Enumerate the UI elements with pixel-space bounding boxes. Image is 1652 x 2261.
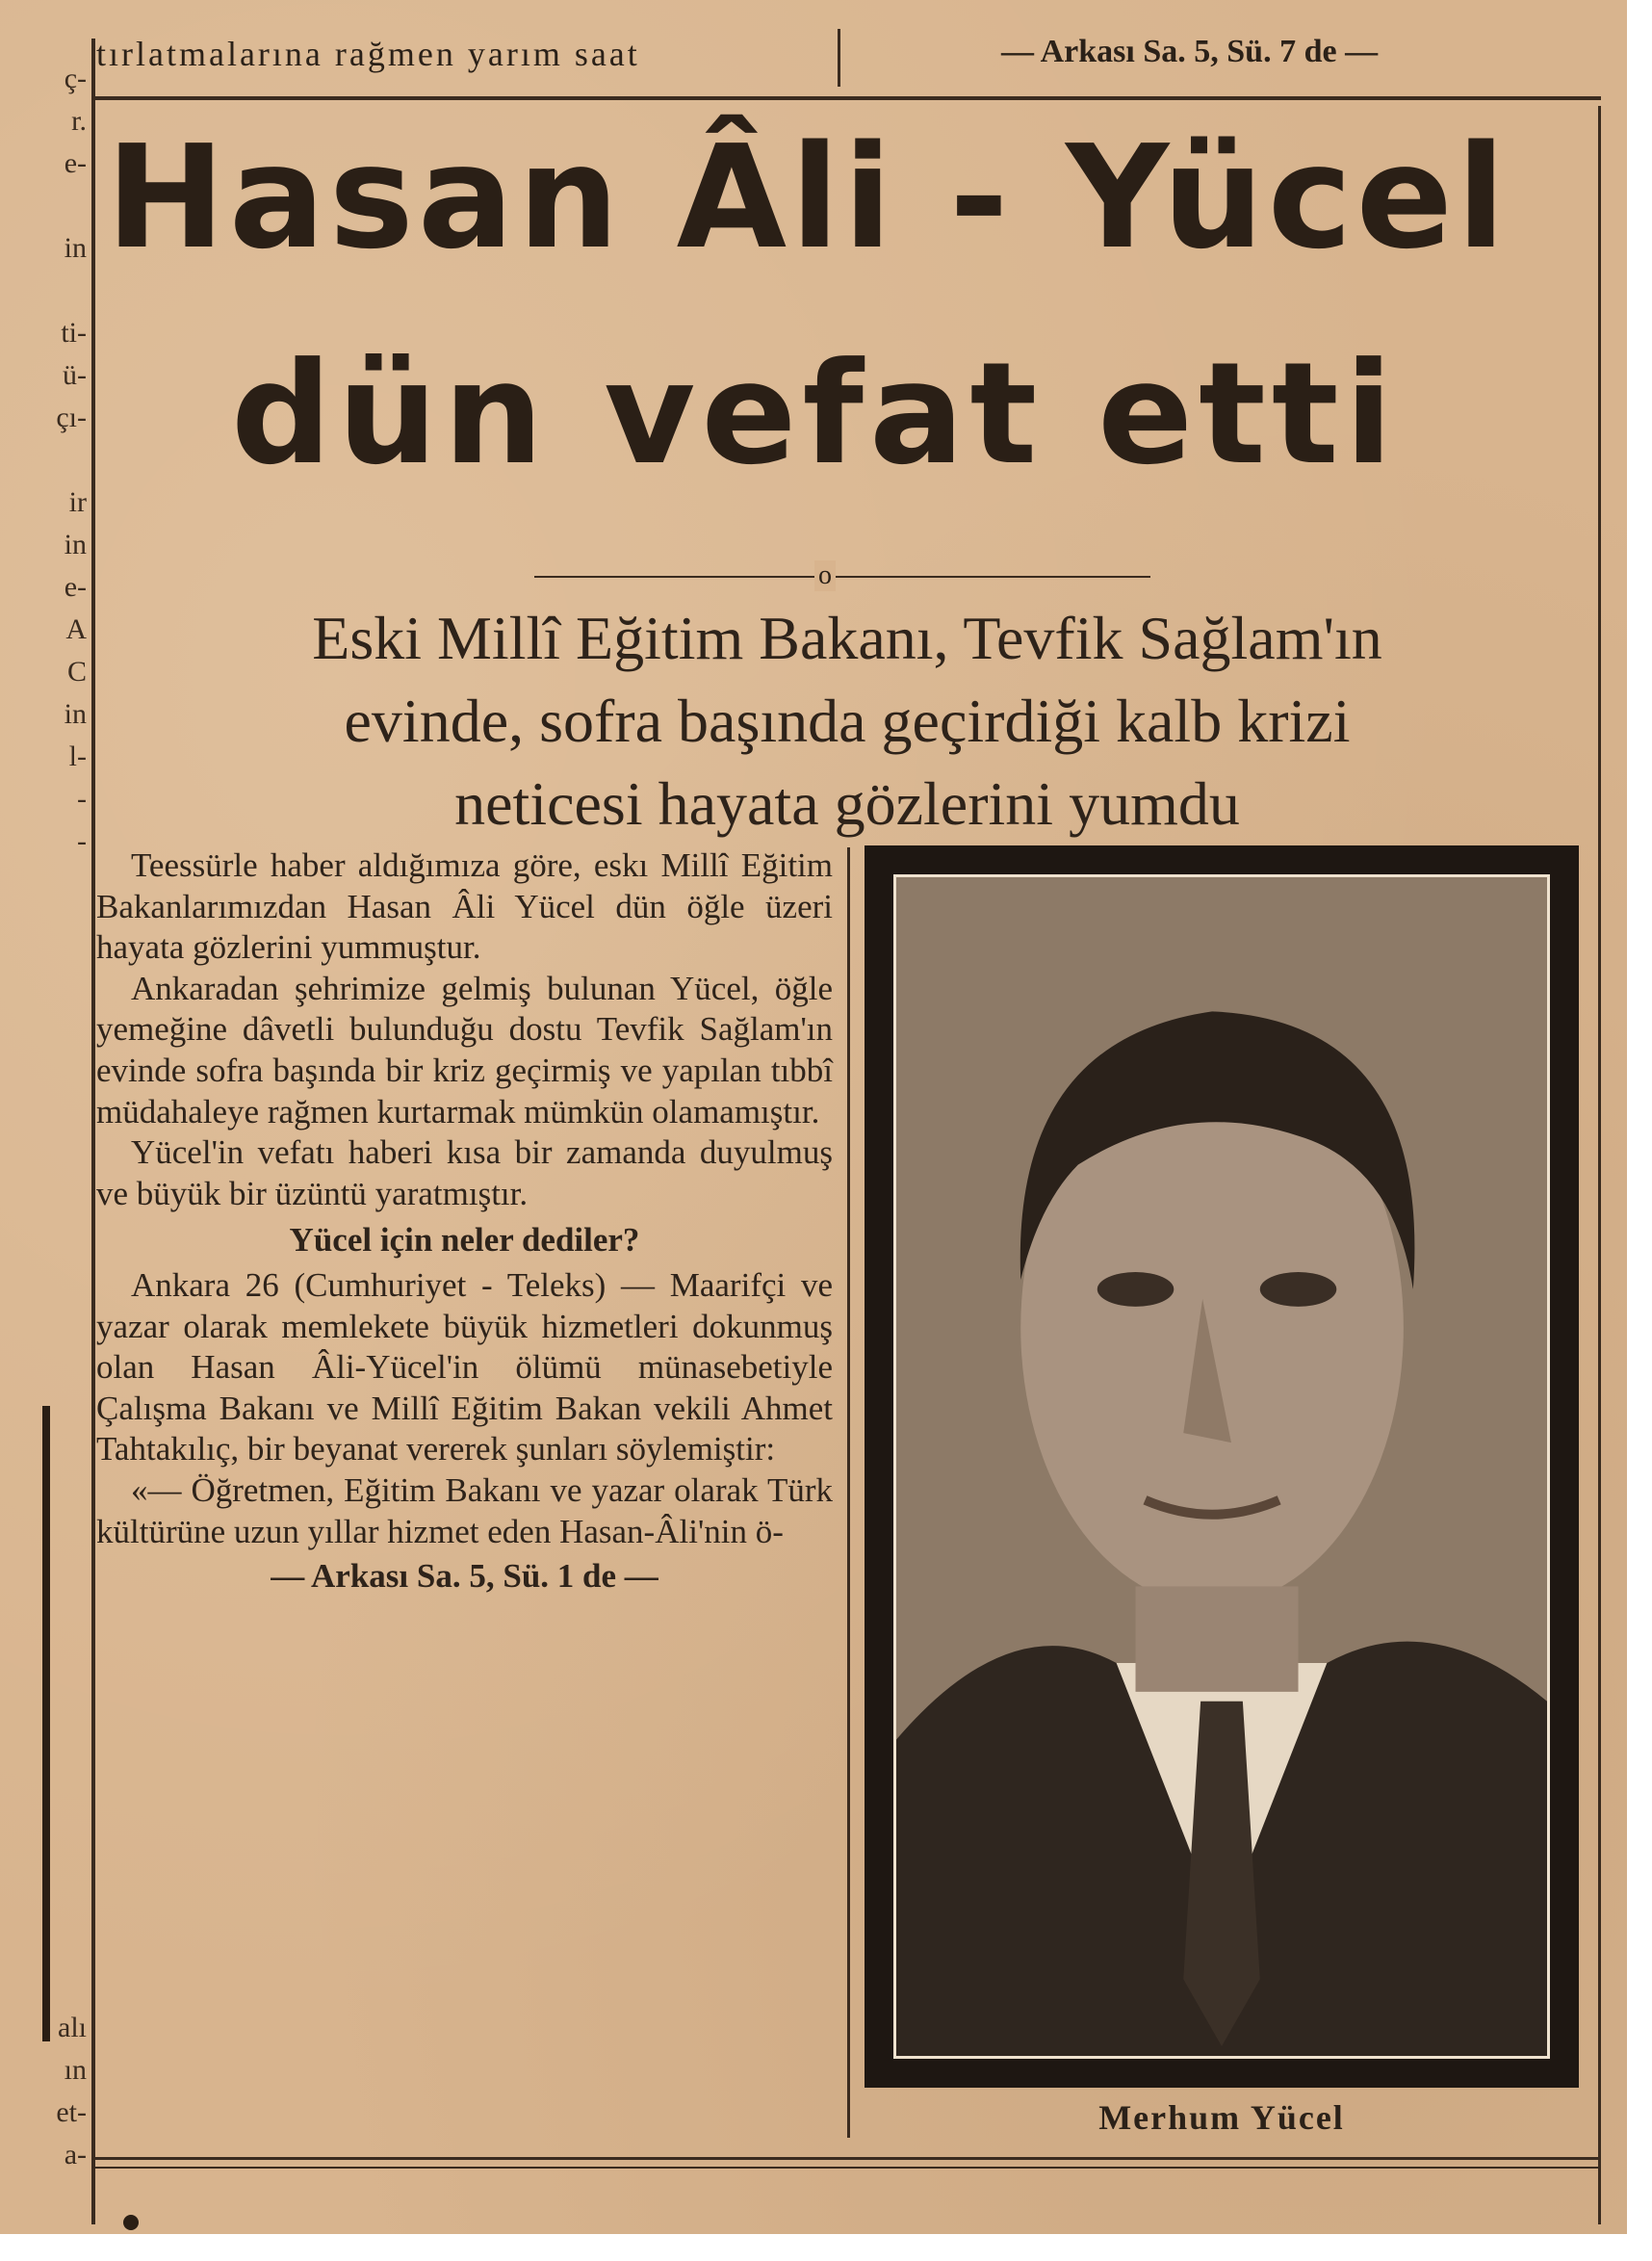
article-continuation: — Arkası Sa. 5, Sü. 1 de —: [271, 1557, 658, 1596]
torn-edge: [1627, 0, 1652, 2261]
left-margin-fragment: [0, 439, 87, 481]
headline-line-1: Hasan Âli - Yücel: [106, 115, 1510, 280]
left-margin-fragment: C: [66, 656, 87, 688]
separator-line: [534, 576, 1150, 578]
header-rule: [94, 96, 1601, 100]
headline-line-2: dün vefat etti: [231, 332, 1399, 496]
left-margin-fragment: -: [77, 825, 87, 857]
left-margin-fragment: A: [65, 613, 87, 645]
left-margin-fragment: ti-: [61, 317, 87, 349]
left-margin-fragment: [0, 948, 87, 990]
portrait-frame: [865, 845, 1579, 2088]
subheadline-line-1: Eski Millî Eğitim Bakanı, Tevfik Sağlam'ın: [312, 604, 1382, 672]
left-margin-fragment: e-: [64, 147, 87, 179]
left-margin-fragment: ın: [64, 2054, 87, 2086]
footer-rule: [94, 2157, 1601, 2160]
left-margin-fragment: alı: [58, 2012, 87, 2043]
left-margin-fragment: [0, 1202, 87, 1244]
left-margin-fragment: [0, 1329, 87, 1371]
top-right-continuation: — Arkası Sa. 5, Sü. 7 de —: [1001, 34, 1379, 69]
ink-dot: [123, 2215, 139, 2230]
portrait-photo: [893, 874, 1550, 2059]
left-margin-fragment: ç-: [64, 63, 87, 94]
left-margin-fragment: [0, 185, 87, 227]
top-left-fragment: tırlatmalarına rağmen yarım saat: [96, 35, 640, 73]
article-body: [96, 845, 833, 1598]
bottom-edge: [0, 2234, 1652, 2261]
article-paragraph: «— Öğretmen, Eğitim Bakanı ve yazar olarak Türk kültürüne uzun yıllar hizmet eden Hasan-Âli'nin ö-: [96, 1470, 833, 1550]
left-margin-fragment: in: [64, 232, 87, 264]
left-margin-fragment: [0, 1117, 87, 1159]
left-margin-fragment: [0, 1159, 87, 1202]
left-margin-fragment: et-: [56, 2096, 87, 2128]
left-margin-fragment: çı-: [56, 402, 87, 433]
left-margin-fragment: r.: [71, 105, 87, 137]
left-margin-fragment: [0, 1244, 87, 1286]
footer-rule-thin: [94, 2167, 1601, 2169]
left-margin-fragment: ir: [68, 486, 87, 518]
top-divider: [838, 29, 840, 87]
left-margin-fragment: [0, 990, 87, 1032]
left-margin-fragment: ü-: [63, 359, 87, 391]
left-margin-fragment: in: [64, 529, 87, 560]
article-paragraph: Ankaradan şehrimize gelmiş bulunan Yücel, öğle yemeğine dâvetli bulunduğu dostu Tevfik Sağlam'ın evinde sofra başında bir kriz geçirmiş ve yapılan tıbbî müdahaleye rağmen kurtarmak mümkün olamamıştır.: [96, 969, 833, 1130]
left-margin-fragment: [0, 1075, 87, 1117]
left-margin-fragment: l-: [68, 741, 87, 772]
subheadline-line-2: evinde, sofra başında geçirdiği kalb krizi: [344, 687, 1351, 755]
article-subheading: Yücel için neler dediler?: [289, 1221, 640, 1260]
article-paragraph: Teessürle haber aldığımıza göre, eskı Millî Eğitim Bakanlarımızdan Hasan Âli Yücel dün öğle üzeri hayata gözlerini yummuştur.: [96, 846, 833, 967]
left-margin-fragment: -: [77, 783, 87, 815]
subheadline-line-3: neticesi hayata gözlerini yumdu: [454, 769, 1240, 838]
column-divider: [847, 847, 850, 2138]
photo-caption: Merhum Yücel: [1098, 2098, 1345, 2137]
portrait-illustration: [896, 877, 1547, 2056]
left-margin-fragment: e-: [64, 571, 87, 603]
left-margin-fragment: [0, 863, 87, 905]
left-margin-fragment: [0, 905, 87, 948]
left-margin-fragment: [0, 1032, 87, 1075]
left-margin-fragment: in: [64, 698, 87, 730]
left-black-rule: [42, 1406, 50, 2041]
separator-ornament: o: [814, 560, 836, 591]
left-margin-fragment: a-: [64, 2139, 87, 2170]
left-margin-fragment: [0, 270, 87, 312]
left-margin-fragment: [0, 1286, 87, 1329]
article-paragraph: Ankara 26 (Cumhuriyet - Teleks) — Maarifçi ve yazar olarak memlekete büyük hizmetleri dokunmuş olan Hasan Âli-Yücel'in ölümü münasebetiyle Çalışma Bakanı ve Millî Eğitim Bakan vekili Ahmet Tahtakılıç, bir beyanat vererek şunları söylemiştir:: [96, 1265, 833, 1468]
right-column-rule: [1598, 106, 1601, 2224]
article-paragraph: Yücel'in vefatı haberi kısa bir zamanda duyulmuş ve büyük bir üzüntü yaratmıştır.: [96, 1133, 833, 1212]
left-column-rule: [91, 39, 95, 2224]
